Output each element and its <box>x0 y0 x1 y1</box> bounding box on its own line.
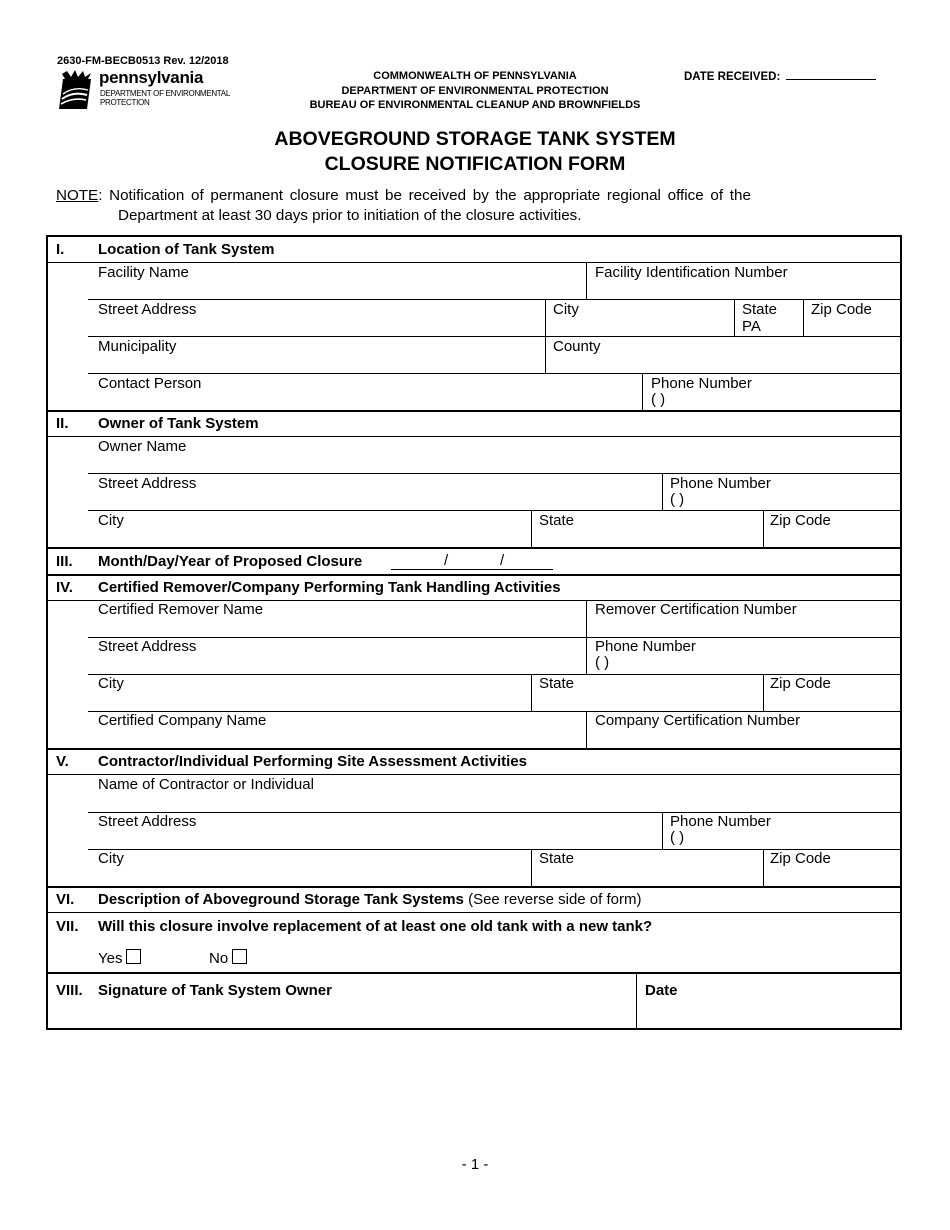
s2-phone-field[interactable]: Phone Number <box>670 475 771 492</box>
page-number: - 1 - <box>461 1156 489 1173</box>
form-title <box>0 127 950 177</box>
s5-state-field[interactable]: State <box>539 850 575 867</box>
date-received <box>684 69 876 83</box>
s4-phone-field[interactable]: Phone Number <box>595 638 696 655</box>
yes-checkbox[interactable] <box>126 949 141 964</box>
s1-phone-parens: ( ) <box>651 391 666 408</box>
s4-city-field[interactable]: City <box>98 675 124 692</box>
agency-line1: COMMONWEALTH OF PENNSYLVANIA <box>373 70 577 82</box>
note-line2: Department at least 30 days prior to initiation of the closure activities. <box>118 207 582 224</box>
yes-label: Yes <box>98 950 123 967</box>
section-2-number: II. <box>56 415 69 432</box>
s5-street-field[interactable]: Street Address <box>98 813 197 830</box>
s2-city-field[interactable]: City <box>98 512 124 529</box>
remover-name-field[interactable]: Certified Remover Name <box>98 601 264 618</box>
logo-dept-line1: DEPARTMENT OF ENVIRONMENTAL <box>100 89 230 98</box>
s5-zip-field[interactable]: Zip Code <box>770 850 831 867</box>
signature-field[interactable]: Signature of Tank System Owner <box>98 982 332 999</box>
owner-name-field[interactable]: Owner Name <box>98 438 187 455</box>
closure-date-slash2: / <box>500 552 505 569</box>
section-7-question: Will this closure involve replacement of at least one old tank with a new tank? <box>98 918 653 935</box>
s4-state-field[interactable]: State <box>539 675 575 692</box>
s5-phone-field[interactable]: Phone Number <box>670 813 771 830</box>
section-6-number: VI. <box>56 891 75 908</box>
section-5-title: Contractor/Individual Performing Site Assessment Activities <box>98 753 527 770</box>
s1-phone-field[interactable]: Phone Number <box>651 375 752 392</box>
county-field[interactable]: County <box>553 338 601 355</box>
contact-person-field[interactable]: Contact Person <box>98 375 202 392</box>
yes-option[interactable] <box>98 949 141 967</box>
s4-phone-parens: ( ) <box>595 654 610 671</box>
section-1-number: I. <box>56 241 65 258</box>
section-4-title: Certified Remover/Company Performing Tank Handling Activities <box>98 579 561 596</box>
agency-block <box>270 69 680 113</box>
date-received-field[interactable] <box>786 69 876 80</box>
s2-street-field[interactable]: Street Address <box>98 475 197 492</box>
facility-id-field[interactable]: Facility Identification Number <box>595 264 788 281</box>
section-3-title: Month/Day/Year of Proposed Closure <box>98 553 363 570</box>
section-4-number: IV. <box>56 579 73 596</box>
form-table <box>46 235 902 1030</box>
s4-zip-field[interactable]: Zip Code <box>770 675 831 692</box>
date-received-label: DATE RECEIVED: <box>684 71 781 83</box>
closure-date-slash1: / <box>444 552 449 569</box>
closure-date-field[interactable] <box>391 569 553 570</box>
company-cert-field[interactable]: Company Certification Number <box>595 712 801 729</box>
title-line2: CLOSURE NOTIFICATION FORM <box>324 153 626 175</box>
s1-street-field[interactable]: Street Address <box>98 301 197 318</box>
s2-zip-field[interactable]: Zip Code <box>770 512 831 529</box>
section-2-title: Owner of Tank System <box>98 415 259 432</box>
s1-state-label: State <box>742 301 778 318</box>
facility-name-field[interactable]: Facility Name <box>98 264 189 281</box>
contractor-name-field[interactable]: Name of Contractor or Individual <box>98 776 314 793</box>
note-label: NOTE <box>56 187 99 204</box>
note-line1: : Notification of permanent closure must be received by the appropriate regional office of the <box>98 187 751 204</box>
municipality-field[interactable]: Municipality <box>98 338 177 355</box>
s1-state-field[interactable] <box>742 301 777 335</box>
s1-state-value: PA <box>742 318 761 335</box>
logo-department <box>100 89 230 107</box>
pa-dep-logo <box>57 69 247 111</box>
section-6-note: (See reverse side of form) <box>463 891 642 908</box>
title-line1: ABOVEGROUND STORAGE TANK SYSTEM <box>274 128 676 150</box>
section-7-number: VII. <box>56 918 79 935</box>
s1-city-field[interactable]: City <box>553 301 579 318</box>
section-6-title: Description of Aboveground Storage Tank Systems <box>98 891 464 908</box>
section-1-title: Location of Tank System <box>98 241 275 258</box>
section-5-number: V. <box>56 753 69 770</box>
agency-line2: DEPARTMENT OF ENVIRONMENTAL PROTECTION <box>341 84 609 97</box>
section-3-number: III. <box>56 553 73 570</box>
s1-zip-field[interactable]: Zip Code <box>811 301 872 318</box>
s5-phone-parens: ( ) <box>670 829 685 846</box>
company-name-field[interactable]: Certified Company Name <box>98 712 267 729</box>
s5-city-field[interactable]: City <box>98 850 124 867</box>
signature-date-field[interactable]: Date <box>645 982 678 999</box>
logo-wordmark: pennsylvania <box>99 68 204 87</box>
no-option[interactable] <box>209 949 247 967</box>
logo-dept-line2: PROTECTION <box>100 98 150 107</box>
form-code: 2630-FM-BECB0513 Rev. 12/2018 <box>57 55 229 67</box>
section-6-heading <box>98 891 641 908</box>
no-label: No <box>209 950 229 967</box>
section-8-number: VIII. <box>56 982 83 999</box>
agency-line3: BUREAU OF ENVIRONMENTAL CLEANUP AND BROWNFIELDS <box>309 99 641 111</box>
remover-cert-field[interactable]: Remover Certification Number <box>595 601 797 618</box>
no-checkbox[interactable] <box>232 949 247 964</box>
s2-phone-parens: ( ) <box>670 491 685 508</box>
s4-street-field[interactable]: Street Address <box>98 638 197 655</box>
keystone-icon <box>57 69 97 111</box>
s2-state-field[interactable]: State <box>539 512 575 529</box>
